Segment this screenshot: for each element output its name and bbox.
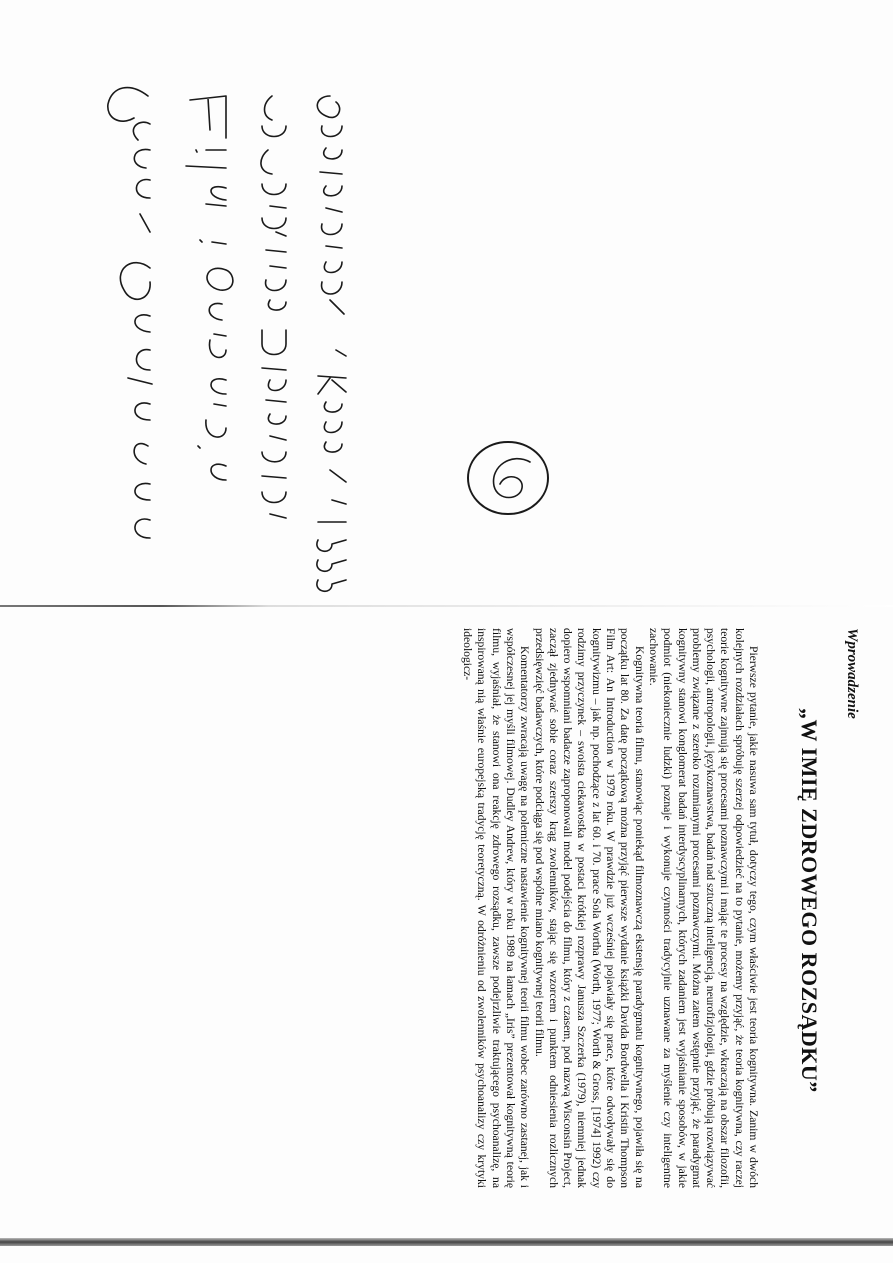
scan-fold-line bbox=[0, 605, 893, 607]
body-text bbox=[460, 628, 760, 1188]
paragraph: Pierwsze pytanie, jakie nasuwa sam tytuł, dotyczy tego, czym właściwie jest teoria kognitywna. Zanim w dwóch kolejnych rozdziałach spróbuję szerzej odpowiedzieć na to pytanie, możemy przyjąć, że teoria kognitywna, czy raczej teorie kognitywne zajmują się procesami poznawczymi i mając te procesy na względzie, wkraczają na obszar filozofii, psychologii, antropologii, językoznawstwa, badań nad sztuczną inteligencją, neurofizjologii, gdzie próbują rozwiązywać problemy związane z szeroko rozumianymi procesami poznawczymi. Można zatem wstępnie przyjąć, że paradygmat kognitywny stanowi konglomerat badań interdyscyplinarnych, których zadaniem jest wyjaśnianie sposobów, w jakie podmiot (niekoniecznie ludzki) poznaje i wykonuje czynności tradycyjnie uznawane za myślenie czy inteligentne zachowanie. bbox=[646, 628, 760, 1188]
paragraph: Komentatorzy zwracają uwagę na polemiczne nastawienie kognitywnej teorii filmu wobec zarówno zastanej, jak i współczesnej jej myśli filmowej. Dudley Andrew, który w roku 1989 na łamach „Iris” prezentował kognitywną teorię filmu, wyjaśniał, że stanowi ona reakcję zdrowego rozsądku, zawsze podejrzliwie traktującego psychoanalizę, na inspirowaną nią właśnie europejską tradycję teoretyczną. W odróżnieniu od zwolenników psychoanalizy czy krytyki ideologicz- bbox=[461, 628, 532, 1188]
scan-bottom-edge bbox=[0, 1238, 893, 1246]
chapter-title: „W IMIĘ ZDROWEGO ROZSĄDKU” bbox=[797, 708, 822, 1093]
section-label: Wprowadzenie bbox=[844, 628, 860, 719]
printed-chapter bbox=[0, 628, 860, 1188]
paragraph: Kognitywna teoria filmu, stanowiąc poniekąd filmoznawczą ekstensję paradygmatu kognitywnego, pojawiła się na początku lat 80. Za datę początkową można przyjąć pierwsze wydanie książki Davida Bordwella i Kristin Thompson Film Art: An Introduction w 1979 roku. W prawdzie już wcześniej pojawiały się prace, które odwoływały się do kognitywizmu – jak np. pochodzące z lat 60. i 70. prace Sola Wortha (Worth, 1977; Worth & Gross, [1974] 1992) czy rodzimy przyczynek – swoista ciekawostka w postaci krótkiej rozprawy Janusza Szczerka (1979), niemniej jednak dopiero wspomniani badacze zaproponowali model podejścia do filmu, który z czasem, pod nazwą Wisconsin Project, zaczął zjednywać sobie coraz szerszy krąg zwolenników, stając się wzorcem i punktem odniesienia rozlicznych przedsięwzięć badawczych, które podciąga się pod wspólne miano kognitywnej teorii filmu. bbox=[532, 628, 646, 1188]
